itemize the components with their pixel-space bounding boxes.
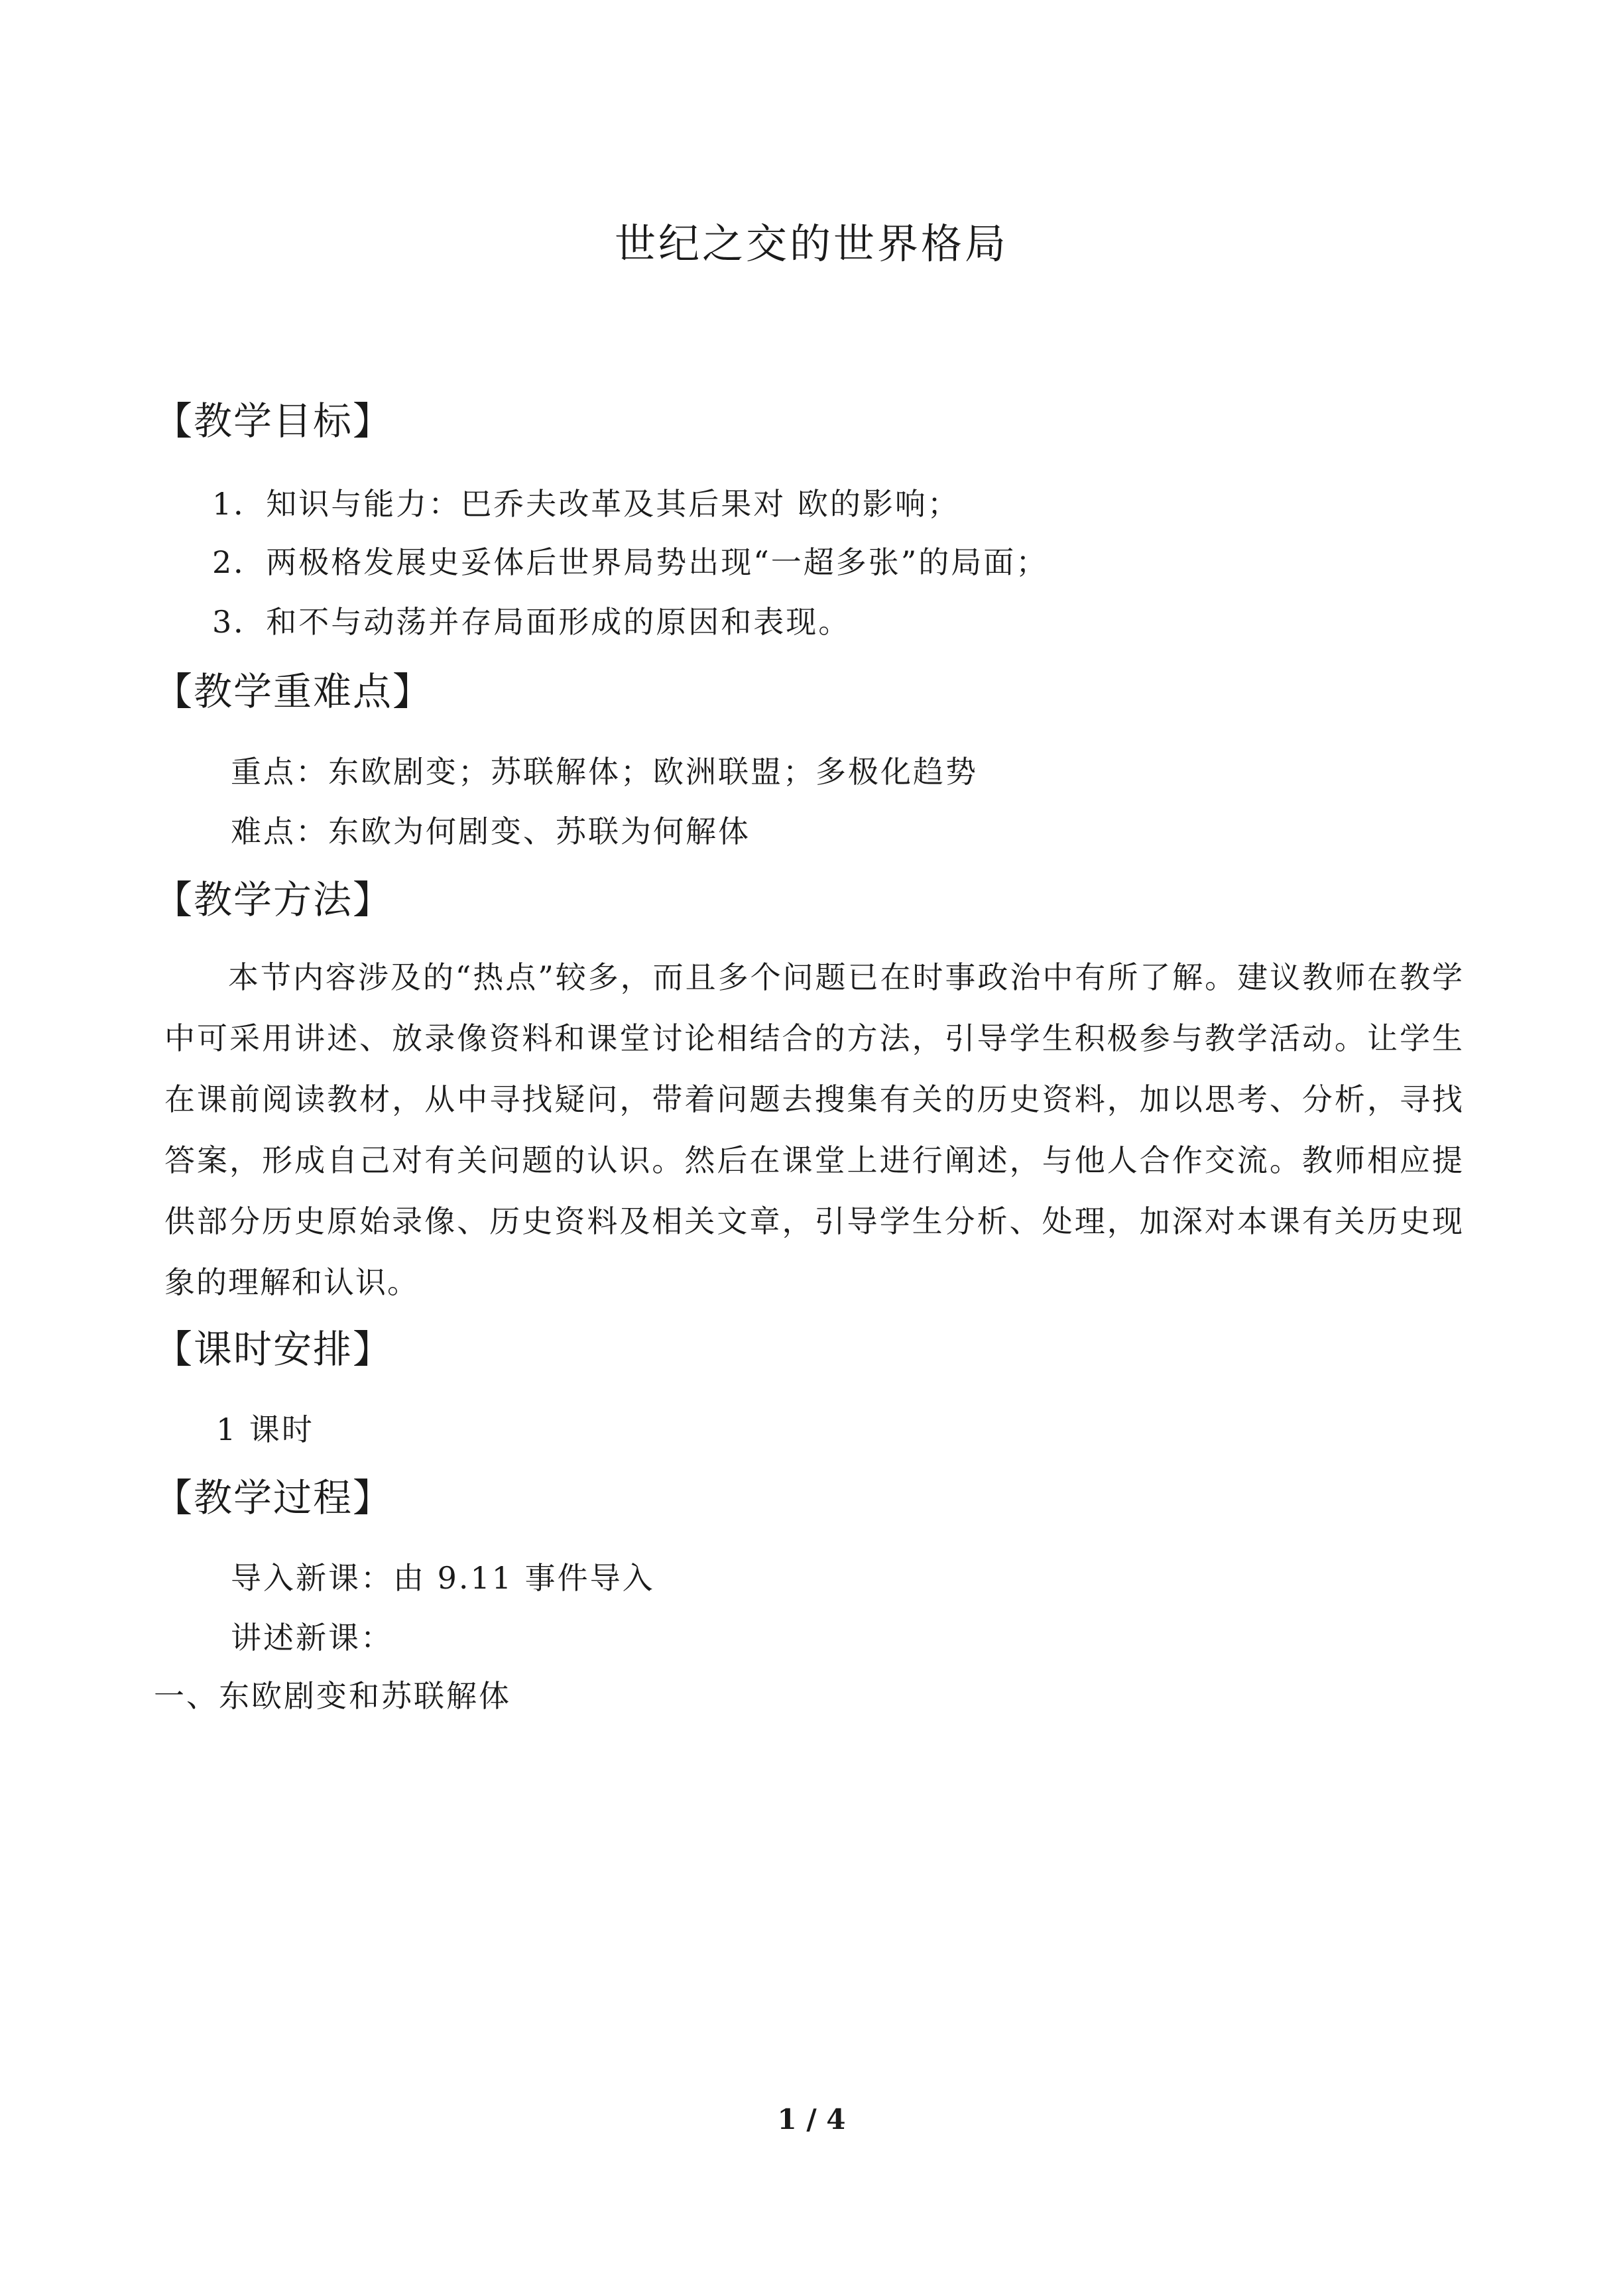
schedule-text: 1 课时 [216, 1412, 314, 1447]
key-points-focus: 重点：东欧剧变；苏联解体；欧洲联盟；多极化趋势 [231, 754, 978, 790]
objective-item-3: 3．和不与动荡并存局面形成的原因和表现。 [212, 604, 851, 640]
key-points-difficulty: 难点：东欧为何剧变、苏联为何解体 [231, 814, 751, 849]
objective-item-2: 2．两极格发展史妥体后世界局势出现“一超多张”的局面； [212, 544, 1049, 580]
process-lecture: 讲述新课： [231, 1620, 393, 1656]
process-part-one: 一、东欧剧变和苏联解体 [154, 1678, 511, 1714]
page-number: 1 / 4 [777, 2103, 846, 2136]
page-title: 世纪之交的世界格局 [614, 219, 1008, 268]
process-intro: 导入新课：由 9.11 事件导入 [231, 1560, 655, 1596]
heading-process: 【教学过程】 [154, 1475, 393, 1520]
heading-schedule: 【课时安排】 [154, 1327, 393, 1372]
objective-item-1: 1．知识与能力：巴乔夫改革及其后果对 欧的影响； [212, 486, 960, 522]
heading-objectives: 【教学目标】 [154, 398, 393, 444]
heading-key-points: 【教学重难点】 [154, 669, 433, 714]
heading-methods: 【教学方法】 [154, 877, 393, 922]
methods-paragraph: 本节内容涉及的“热点”较多，而且多个问题已在时事政治中有所了解。建议教师在教学中可采用讲述、放录像资料和课堂讨论相结合的方法，引导学生积极参与教学活动。让学生在课前阅读教材，从中寻找疑问，带着问题去搜集有关的历史资料，加以思考、分析，寻找答案，形成自己对有关问题的认识。然后在课堂上进行阐述，与他人合作交流。教师相应提供部分历史原始录像、历史资料及相关文章，引导学生分析、处理，加深对本课有关历史现象的理解和认识。 [164, 959, 1464, 1300]
